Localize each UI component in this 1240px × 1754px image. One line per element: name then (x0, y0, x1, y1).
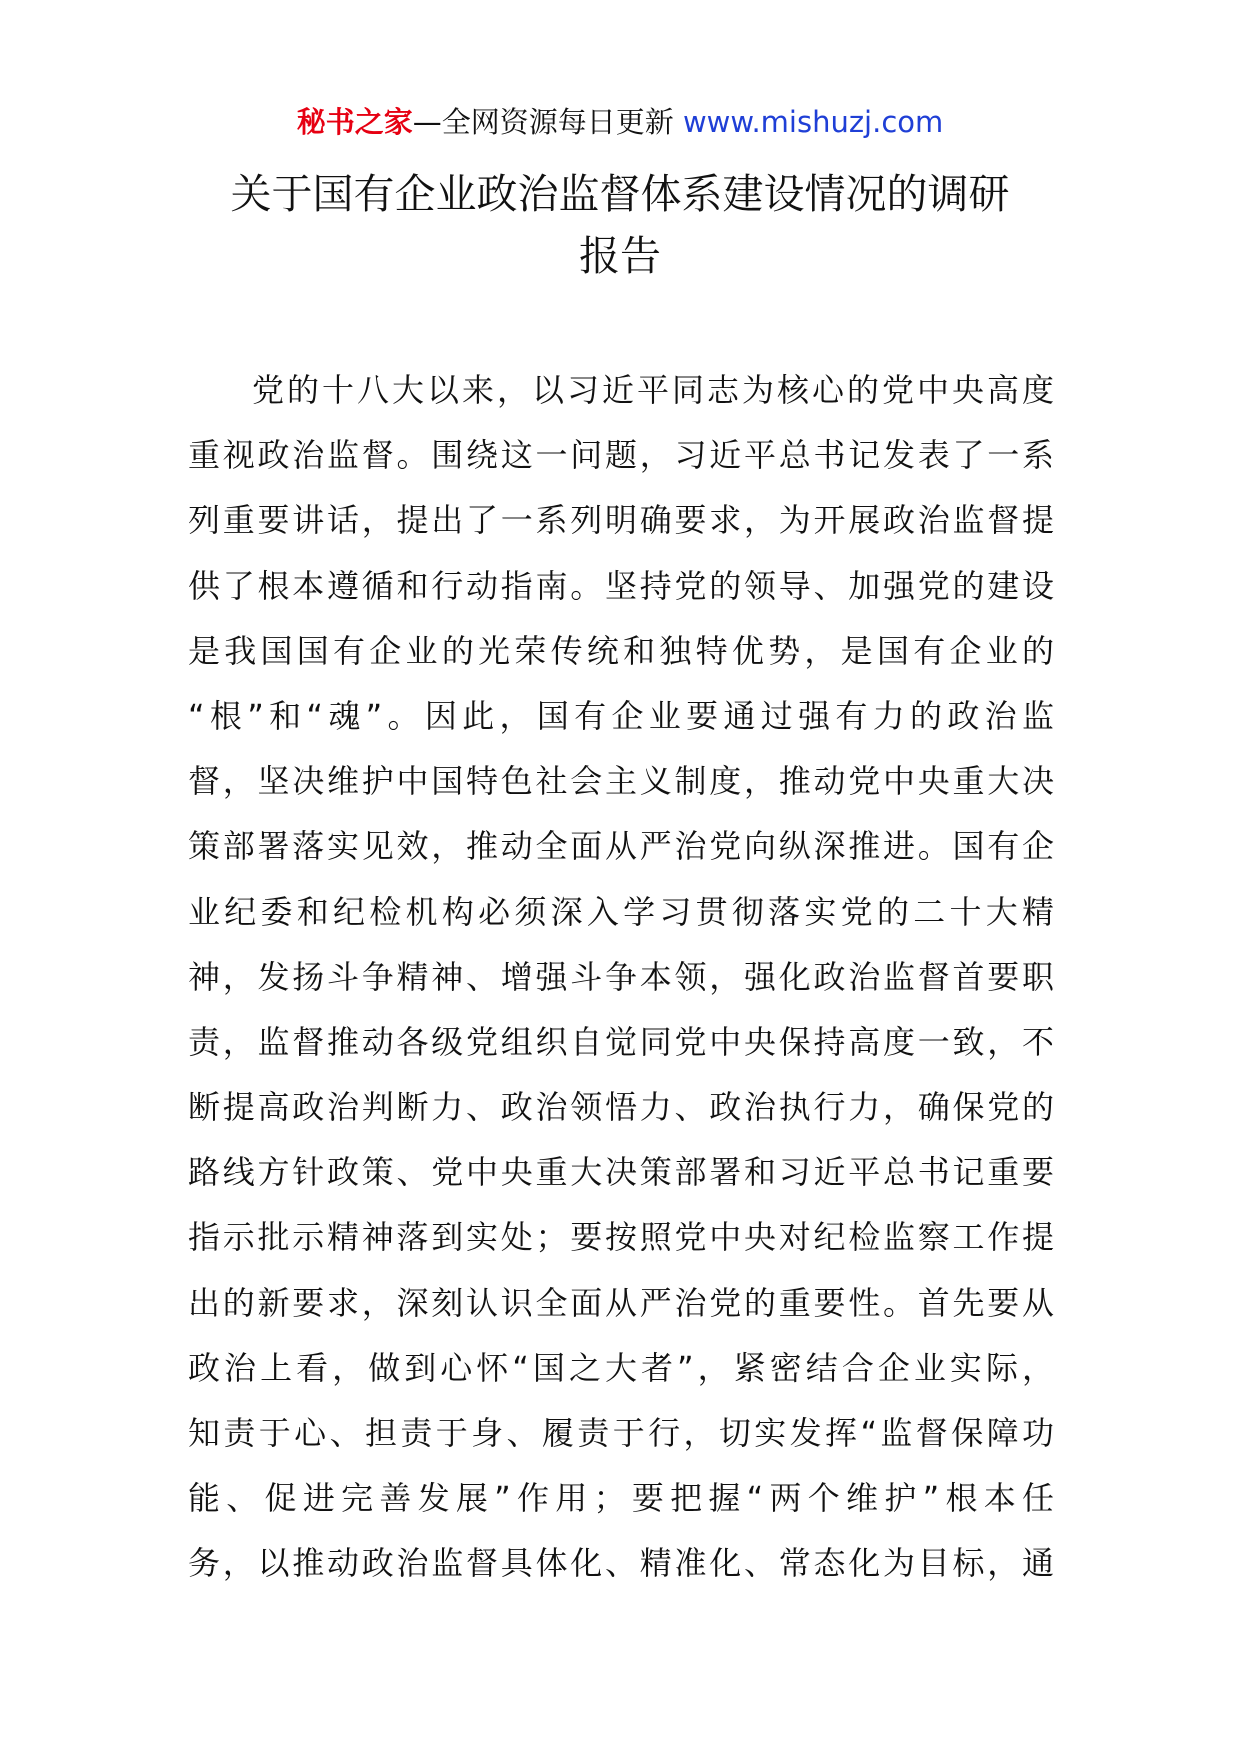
title-line: 关于国有企业政治监督体系建设情况的调研 (230, 170, 1010, 218)
body-line: 列重要讲话，提出了一系列明确要求，为开展政治监督提 (188, 501, 1054, 540)
body-line: 业纪委和纪检机构必须深入学习贯彻落实党的二十大精 (188, 892, 1054, 931)
body-line: 是我国国有企业的光荣传统和独特优势，是国有企业的 (188, 631, 1054, 670)
body-line: 知责于心、担责于身、履责于行，切实发挥“监督保障功 (188, 1414, 1054, 1452)
document-body (188, 358, 1054, 1597)
body-line: 出的新要求，深刻认识全面从严治党的重要性。首先要从 (188, 1283, 1054, 1322)
body-line: 党的十八大以来，以习近平同志为核心的党中央高度 (252, 371, 1054, 409)
body-line: “根”和“魂”。因此，国有企业要通过强有力的政治监 (188, 696, 1054, 735)
body-line: 政治上看，做到心怀“国之大者”，紧密结合企业实际， (188, 1348, 1054, 1387)
body-line: 指示批示精神落到实处；要按照党中央对纪检监察工作提 (188, 1218, 1054, 1257)
header-tagline: —全网资源每日更新 (412, 105, 683, 139)
body-line: 策部署落实见效，推动全面从严治党向纵深推进。国有企 (188, 827, 1054, 866)
document-title (190, 163, 1050, 287)
site-header (0, 102, 1240, 142)
body-line: 督，坚决维护中国特色社会主义制度，推动党中央重大决 (188, 762, 1054, 801)
body-line: 务，以推动政治监督具体化、精准化、常态化为目标，通 (188, 1544, 1054, 1583)
title-line: 报告 (579, 232, 661, 280)
body-line: 供了根本遵循和行动指南。坚持党的领导、加强党的建设 (188, 566, 1054, 605)
site-url-link[interactable]: www.mishuzj.com (682, 105, 944, 139)
body-line: 断提高政治判断力、政治领悟力、政治执行力，确保党的 (188, 1088, 1054, 1127)
body-line: 重视政治监督。围绕这一问题，习近平总书记发表了一系 (188, 436, 1054, 475)
brand-name: 秘书之家 (296, 105, 413, 139)
body-line: 责，监督推动各级党组织自觉同党中央保持高度一致，不 (188, 1022, 1054, 1061)
body-line: 路线方针政策、党中央重大决策部署和习近平总书记重要 (188, 1153, 1054, 1192)
body-line: 能、促进完善发展”作用；要把握“两个维护”根本任 (188, 1479, 1054, 1518)
body-line: 神，发扬斗争精神、增强斗争本领，强化政治监督首要职 (188, 957, 1054, 996)
